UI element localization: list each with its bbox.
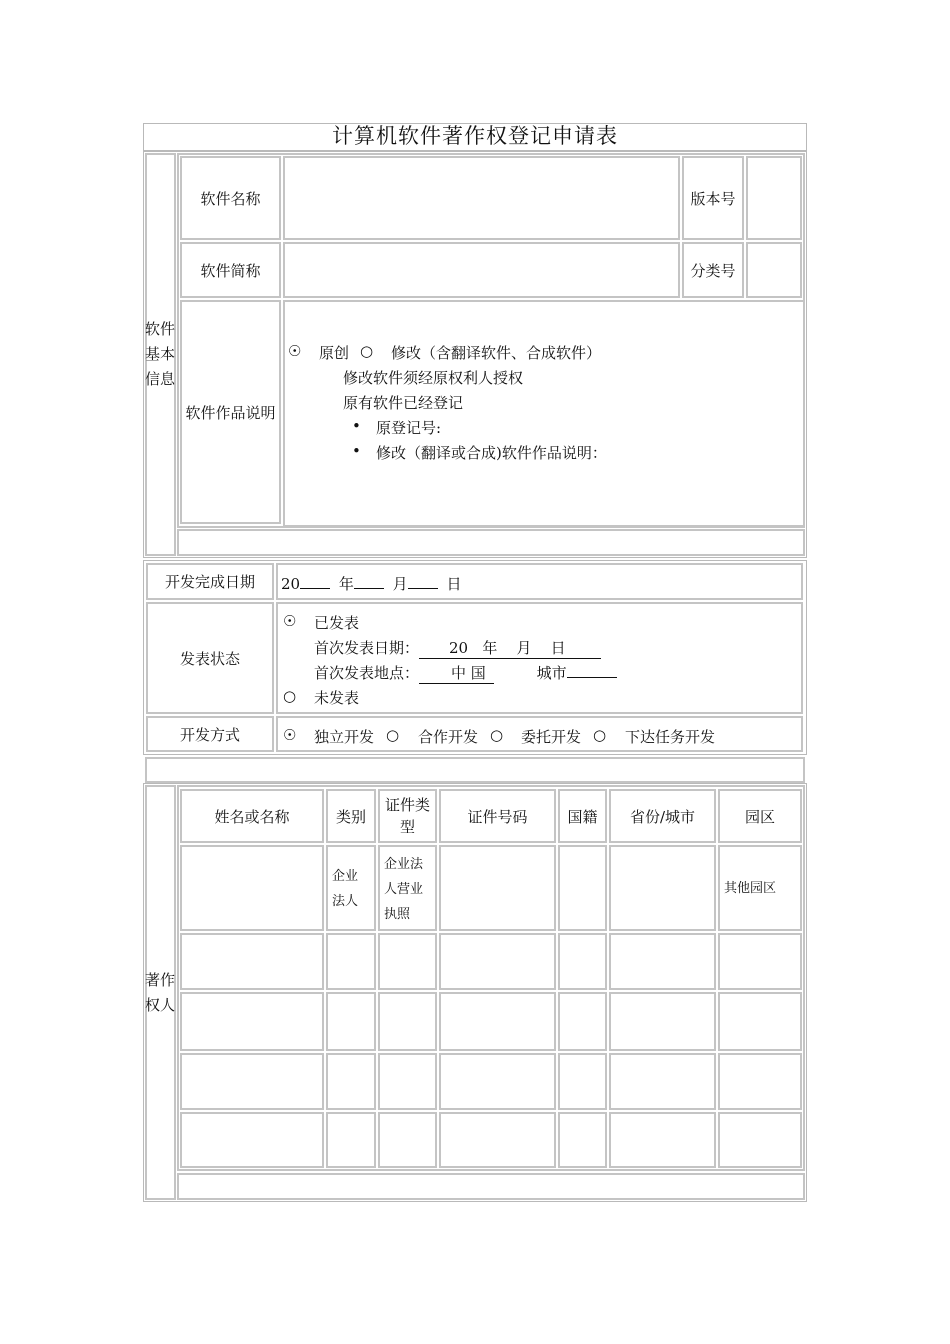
first-publish-date: 首次发表日期： 20 年 月 日 [314,637,601,659]
mode-commissioned-label: 委托开发 [521,728,582,746]
table-row-2-nationality[interactable] [558,933,607,990]
table-row-4-province-city[interactable] [609,1053,716,1110]
table-row-3-province-city[interactable] [609,992,716,1051]
table-row-5-nationality[interactable] [558,1112,607,1168]
table-row-5-doc-number[interactable] [439,1112,556,1168]
owner-header-name: 姓名或名称 [180,789,324,843]
published-radio-icon[interactable]: ☉ [283,612,297,630]
table-row-2-province-city[interactable] [609,933,716,990]
basic-info-footer-row [177,529,805,556]
modify-desc-text: 修改（翻译或合成)软件作品说明： [376,444,607,462]
table-row-3-doc-number[interactable] [439,992,556,1051]
table-row-3-name[interactable] [180,992,324,1051]
table-row-1-category[interactable]: 企业 法人 [326,845,376,931]
table-row-1-doc-type[interactable]: 企业法 人营业 执照 [378,845,437,931]
form-title: 计算机软件著作权登记申请表 [332,124,618,148]
owner-header-doc-type: 证件类 型 [378,789,437,843]
mode-commissioned-radio-icon[interactable]: ○ [490,726,504,744]
table-row-3-category[interactable] [326,992,376,1051]
table-row-4-park[interactable] [718,1053,802,1110]
dev-date-value: 20 年 月 日 [281,575,462,593]
table-row-1-nationality[interactable] [558,845,607,931]
software-name-field[interactable] [283,156,680,240]
owner-header-doc-number: 证件号码 [439,789,556,843]
mode-assigned-label: 下达任务开发 [625,728,716,746]
software-name-label: 软件名称 [180,156,281,240]
table-row-1-name[interactable] [180,845,324,931]
table-row-5-doc-type[interactable] [378,1112,437,1168]
table-row-5-province-city[interactable] [609,1112,716,1168]
table-row-4-category[interactable] [326,1053,376,1110]
modify-authorized-text: 修改软件须经原权利人授权 [343,369,524,387]
mode-cooperative-label: 合作开发 [418,728,479,746]
table-row-4-nationality[interactable] [558,1053,607,1110]
owner-header-park: 园区 [718,789,802,843]
original-radio-icon[interactable]: ☉ [288,342,302,360]
original-reg-no-text: 原登记号: [376,419,442,437]
work-desc-label: 软件作品说明 [180,300,281,524]
mode-cooperative-radio-icon[interactable]: ○ [386,726,400,744]
spacer-row [145,757,805,783]
dev-mode-label: 开发方式 [146,716,274,752]
table-row-2-category[interactable] [326,933,376,990]
table-row-3-doc-type[interactable] [378,992,437,1051]
already-registered-text: 原有软件已经登记 [343,394,464,412]
owner-header-nationality: 国籍 [558,789,607,843]
table-row-4-doc-type[interactable] [378,1053,437,1110]
short-name-label: 软件简称 [180,242,281,298]
category-field[interactable] [746,242,802,298]
table-row-3-park[interactable] [718,992,802,1051]
table-row-5-category[interactable] [326,1112,376,1168]
table-row-1-doc-number[interactable] [439,845,556,931]
table-row-5-name[interactable] [180,1112,324,1168]
published-label: 已发表 [314,614,360,632]
owner-header-category: 类别 [326,789,376,843]
table-row-2-doc-type[interactable] [378,933,437,990]
mode-independent-radio-icon[interactable]: ☉ [283,726,297,744]
table-row-4-doc-number[interactable] [439,1053,556,1110]
basic-info-side-label: 软件 基本 信息 [145,320,176,388]
mode-independent-label: 独立开发 [314,728,375,746]
table-row-2-doc-number[interactable] [439,933,556,990]
category-label: 分类号 [682,242,744,298]
table-row-2-name[interactable] [180,933,324,990]
bullet-icon: • [352,442,361,460]
table-row-2-park[interactable] [718,933,802,990]
bullet-icon: • [352,417,361,435]
mode-assigned-radio-icon[interactable]: ○ [593,726,607,744]
unpublished-label: 未发表 [314,689,360,707]
version-label: 版本号 [682,156,744,240]
modify-label: 修改（含翻译软件、合成软件） [391,344,602,362]
publish-label: 发表状态 [146,602,274,714]
version-field[interactable] [746,156,802,240]
dev-date-label: 开发完成日期 [146,563,274,600]
table-row-1-province-city[interactable] [609,845,716,931]
owner-side-label: 著作 权人 [145,971,176,1014]
short-name-field[interactable] [283,242,680,298]
modify-radio-icon[interactable]: ○ [360,342,374,360]
original-label: 原创 [319,344,350,362]
work-desc-field [283,300,805,527]
table-row-3-nationality[interactable] [558,992,607,1051]
table-row-4-name[interactable] [180,1053,324,1110]
table-row-1-park[interactable]: 其他园区 [718,845,802,931]
owner-header-province-city: 省份/城市 [609,789,716,843]
owner-footer-row [177,1173,805,1200]
first-publish-place: 首次发表地点： 中 国 城市 [314,662,617,684]
unpublished-radio-icon[interactable]: ○ [283,687,297,705]
table-row-5-park[interactable] [718,1112,802,1168]
